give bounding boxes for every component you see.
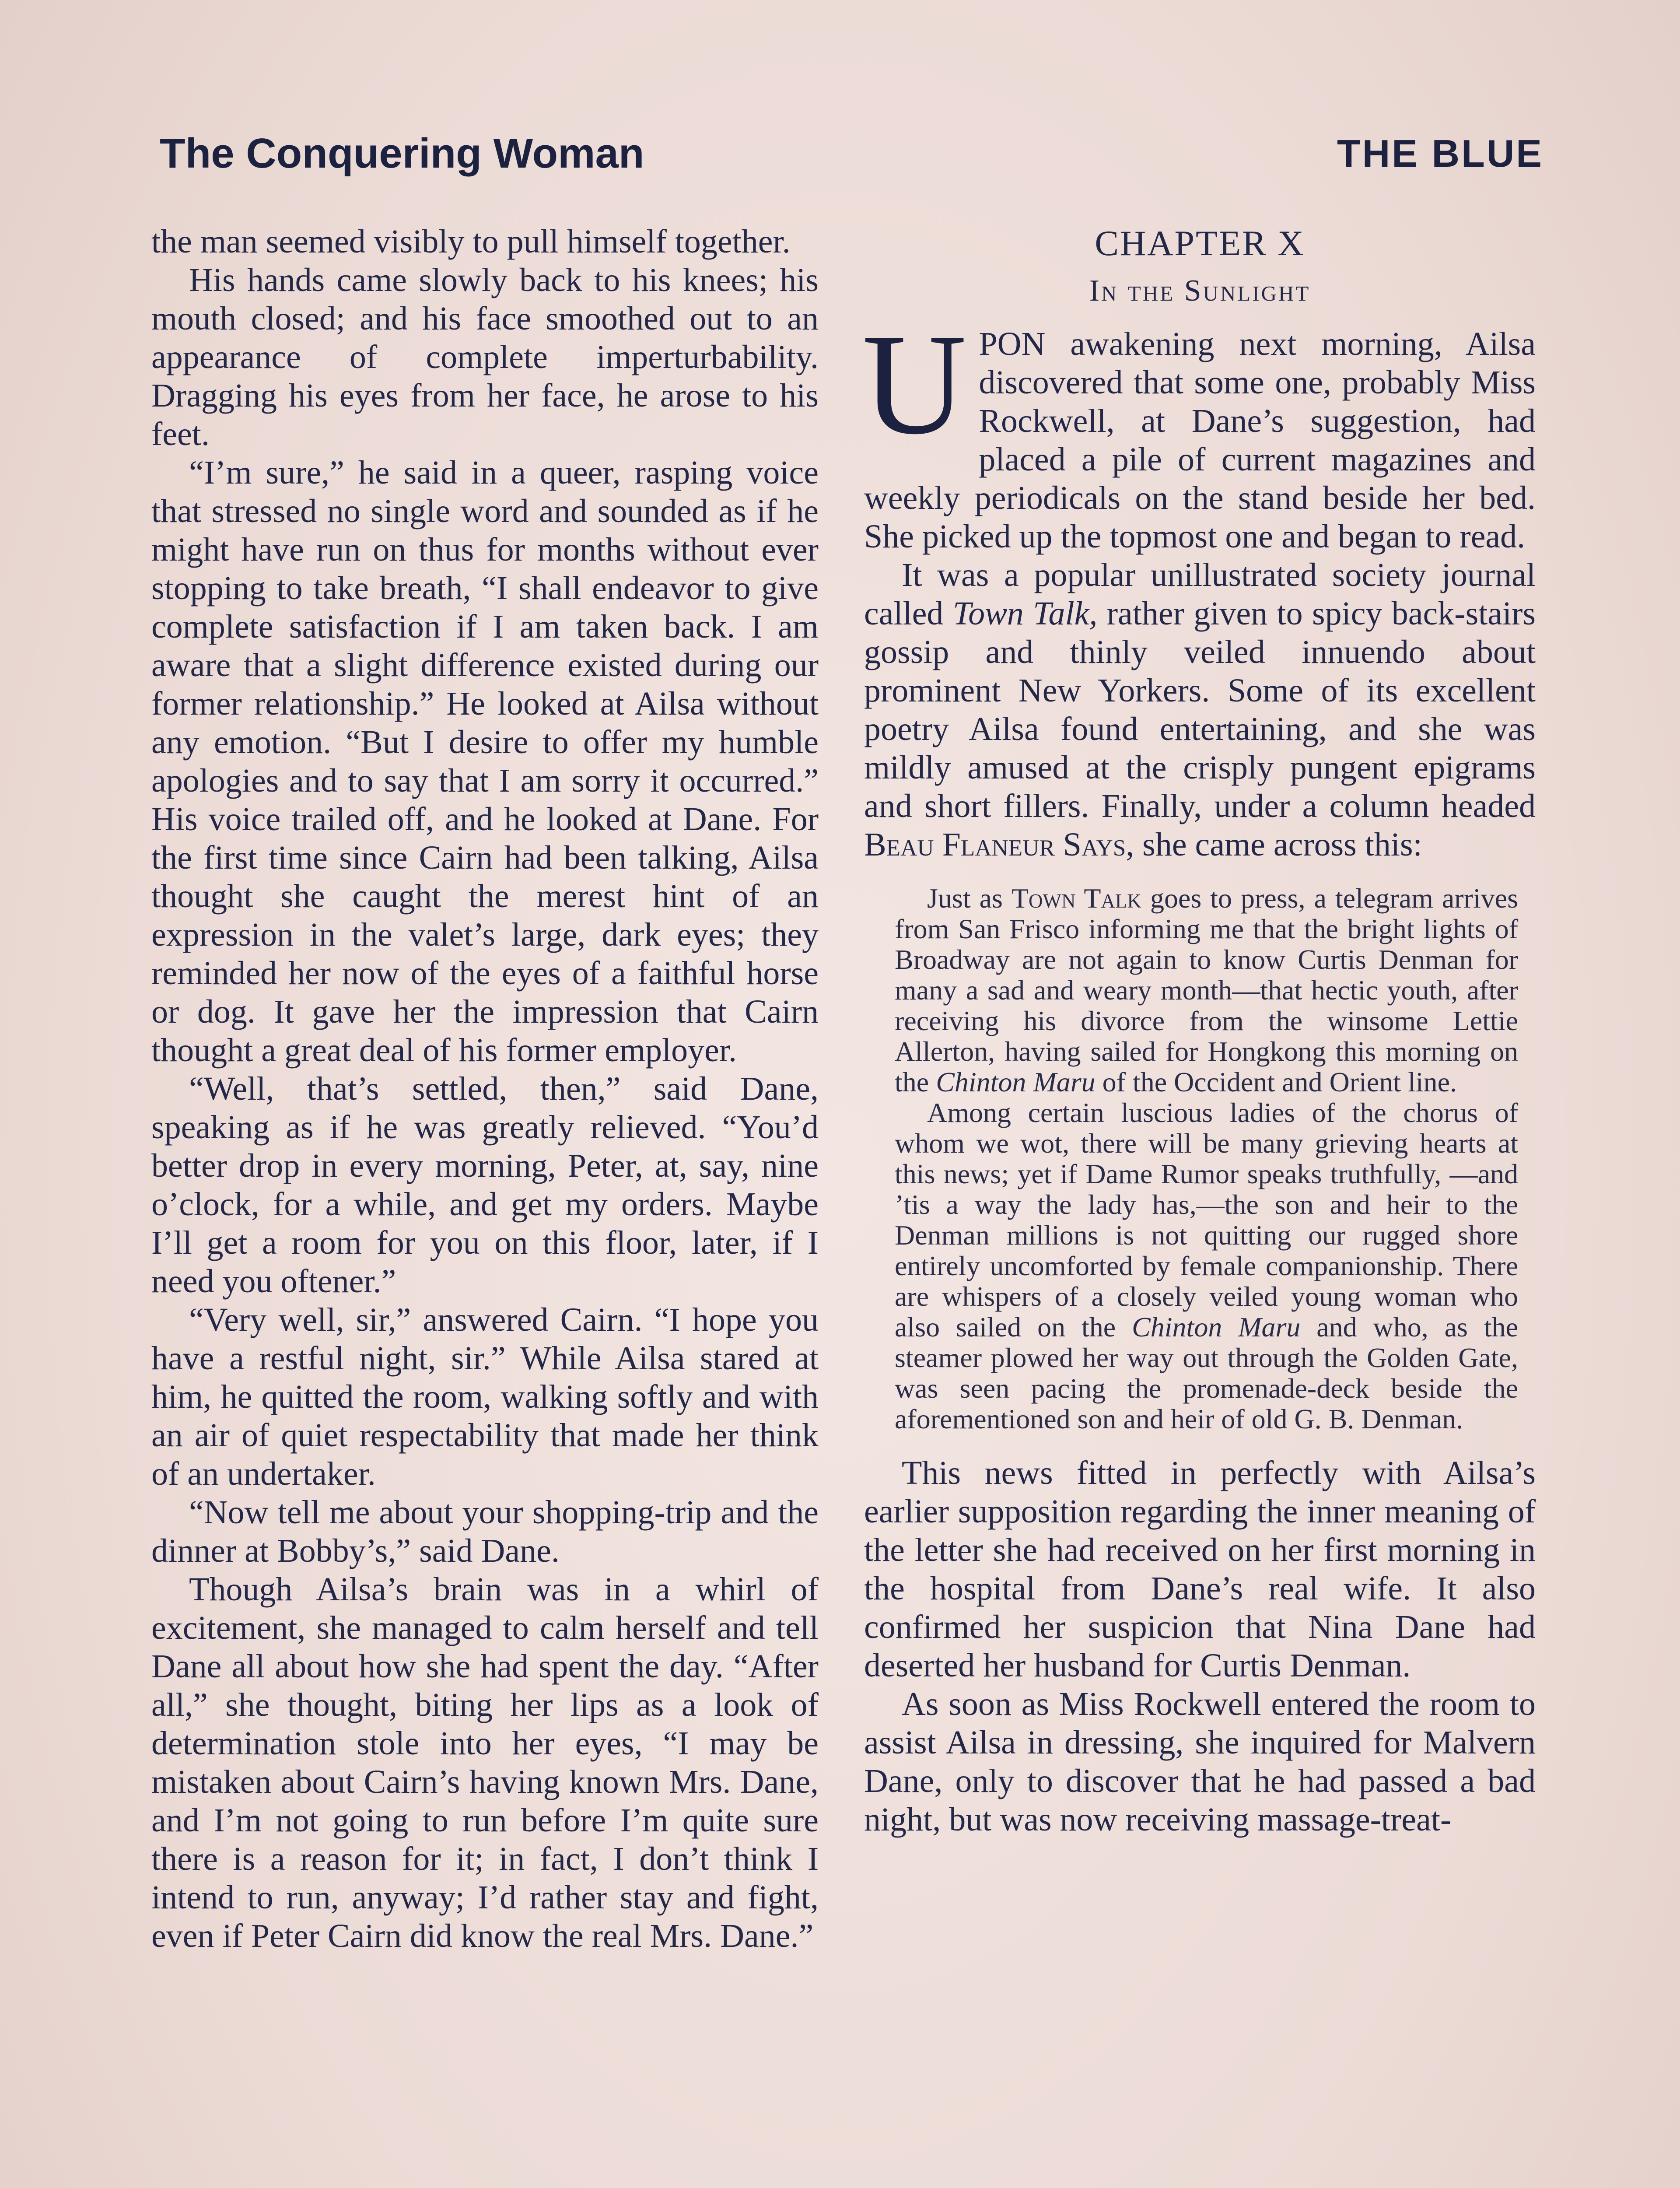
drop-cap: U [862,305,967,464]
block-quote [895,883,1518,1434]
paragraph: As soon as Miss Rockwell entered the room to assist Ailsa in dressing, she inquired for Malvern Dane, only to discover that he had passed a bad night, but was now receiving massage-treat- [864,1686,1536,1838]
text-run: she came across this: [1134,826,1422,863]
paragraph: “Well, that’s settled, then,” said Dane, speaking as if he was greatly relieved. “You’d better drop in every morning, Peter, at, say, nine o’clock, for a while, and get my orders. Maybe I’ll get a room for you on this floor, later, if I need you oftener.” [151,1070,819,1300]
text-run: rather given to spicy back-stairs gossip and thinly veiled innuendo about prominent New Yorkers. Some of its excellent poetry Ailsa found entertaining, and she was mildly amused at the crisply pungent epigrams and short fillers. Finally, under a column headed [864,595,1536,824]
text-run: and who, as the steamer plowed her way out through the Golden Gate, was seen pacing the promenade-deck beside the aforementioned son and heir of old G. B. Denman. [895,1311,1519,1434]
paragraph: the man seemed visibly to pull himself together. [151,223,791,260]
paragraph: “I’m sure,” he said in a queer, rasping voice that stressed no single word and sounded as if he might have run on thus for months without ever stopping to take breath, “I shall endeavor to give complete satisfaction if I am taken back. I am aware that a slight difference existed during our former relationship.” He looked at Ailsa without any emotion. “But I desire to offer my humble apologies and to say that I am sorry it occurred.” His voice trailed off, and he looked at Dane. For the first time since Cairn had been talking, Ailsa thought she caught the merest hint of an expression in the valet’s large, dark eyes; they reminded her now of the eyes of a faithful horse or dog. It gave her the impression that Cairn thought a great deal of his former employer. [151,454,819,1069]
opening-text: PON awakening next morning, Ailsa discovered that some one, probably Miss Rockwell, at Dane’s suggestion, had placed a pile of current magazines and weekly periodicals on the stand beside her bed. She picked up the topmost one and began to read. [864,326,1536,555]
paragraph: “Very well, sir,” answered Cairn. “I hope you have a restful night, sir.” While Ailsa stared at him, he quitted the room, walking softly and with an air of quiet respectability that made her think of an undertaker. [151,1301,819,1492]
chapter-subtitle: In the Sunlight [1089,274,1311,308]
column-title: Beau Flaneur Says, [864,826,1134,863]
paragraph: Though Ailsa’s brain was in a whirl of excitement, she managed to calm herself and tell Dane all about how she had spent the day. “After all,” she thought, biting her lips as a look of determination stole into her eyes, “I may be mistaken about Cairn’s having known Mrs. Dane, and I’m not going to run before I’m quite sure there is a reason for it; in fact, I don’t think I intend to run, anyway; I’d rather stay and fight, even if Peter Cairn did know the real Mrs. Dane.” [151,1571,819,1954]
running-head-magazine: THE BLUE [1337,132,1544,175]
running-head-title: The Conquering Woman [160,130,644,177]
publication-title: Town Talk [1011,883,1141,914]
paragraph: “Now tell me about your shopping-trip and the dinner at Bobby’s,” said Dane. [151,1494,819,1569]
paragraph [864,556,1536,864]
text-run: of the Occident and Orient line. [1095,1066,1457,1098]
paragraph: This news fitted in perfectly with Ailsa’s earlier supposition regarding the inner meaning of the letter she had received on her first morning in the hospital from Dane’s real wife. It also confirmed her suspicion that Nina Dane had deserted her husband for Curtis Denman. [864,1455,1536,1684]
opening-paragraph [862,305,1536,556]
left-column [151,222,819,1955]
right-column [864,222,1536,1839]
paragraph: His hands came slowly back to his knees; his mouth closed; and his face smoothed out to an appearance of complete imperturbability. Dragging his eyes from her face, he arose to his feet. [151,262,819,452]
ship-name: Chinton Maru [1132,1311,1301,1343]
text-run: goes to press, a telegram arrives from San Frisco informing me that the bright lights of Broadway are not again to know Curtis Denman for many a sad and weary month—that hectic youth, after receiving his divorce from the winsome Lettie Allerton, having sailed for Hongkong this morning on the [895,883,1519,1098]
quote-paragraph [895,1098,1518,1434]
chapter-heading: CHAPTER X [1095,223,1305,263]
text-run: Among certain luscious ladies of the chorus of whom we wot, there will be many grieving hearts at this news; yet if Dame Rumor speaks truthfully, —and ’tis a way the lady has,—the son and heir to the Denman millions is not quitting our rugged shore entirely uncomforted by female companionship. There are whispers of a closely veiled young woman who also sailed on the [895,1097,1518,1343]
quote-paragraph [895,883,1518,1098]
text-run: Just as [927,883,1012,914]
publication-title: Town Talk, [952,595,1098,632]
text-run: It was a popular unillustrated society journal called [864,557,1536,632]
ship-name: Chinton Maru [936,1066,1096,1098]
